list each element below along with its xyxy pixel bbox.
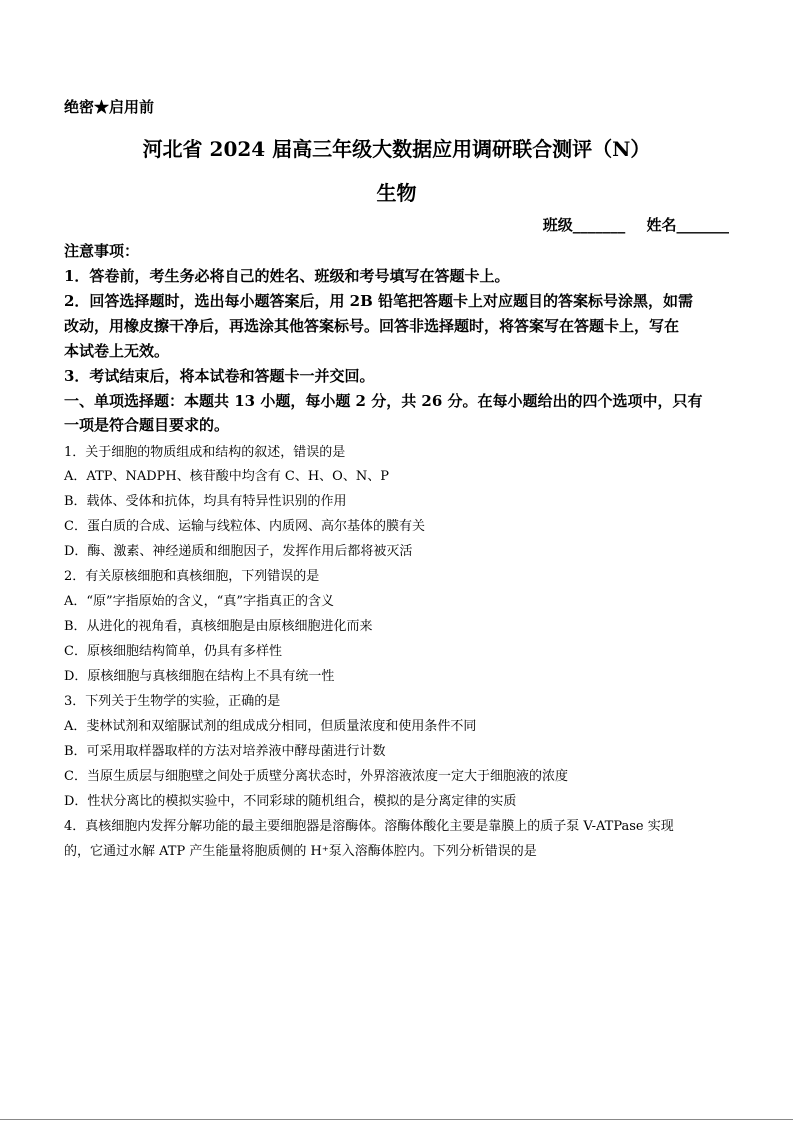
notice-item-1: 1．答卷前，考生务必将自己的姓名、班级和考号填写在答题卡上。 [64, 267, 510, 285]
bottom-divider [0, 1119, 793, 1120]
question-2-option-c: C．原核细胞结构简单，仍具有多样性 [64, 644, 282, 659]
question-3-stem: 3．下列关于生物学的实验，正确的是 [64, 694, 281, 709]
notice-item-2-line-3: 本试卷上无效。 [64, 342, 170, 360]
question-3-option-a: A．斐林试剂和双缩脲试剂的组成成分相同，但质量浓度和使用条件不同 [64, 719, 477, 734]
notice-item-2-line-2: 改动，用橡皮擦干净后，再选涂其他答案标号。回答非选择题时，将答案写在答题卡上，写在 [64, 317, 680, 335]
notice-item-2-line-1: 2．回答选择题时，选出每小题答案后，用 2B 铅笔把答题卡上对应题目的答案标号涂黑，如需 [64, 292, 694, 310]
question-1-option-b: B．载体、受体和抗体，均具有特异性识别的作用 [64, 494, 347, 509]
question-1-stem: 1．关于细胞的物质组成和结构的叙述，错误的是 [64, 445, 346, 460]
question-3-option-c: C．当原生质层与细胞壁之间处于质壁分离状态时，外界溶液浓度一定大于细胞液的浓度 [64, 769, 568, 784]
question-4-stem-line-1: 4．真核细胞内发挥分解功能的最主要细胞器是溶酶体。溶酶体酸化主要是靠膜上的质子泵 V-ATPase 实现 [64, 819, 674, 834]
question-3-option-b: B．可采用取样器取样的方法对培养液中酵母菌进行计数 [64, 744, 386, 759]
class-field: 班级_______ [542, 216, 626, 234]
question-2-stem: 2．有关原核细胞和真核细胞，下列错误的是 [64, 569, 320, 584]
question-2-option-a: A．“原”字指原始的含义，“真”字指真正的含义 [64, 594, 334, 609]
notice-item-3: 3．考试结束后，将本试卷和答题卡一并交回。 [64, 367, 375, 385]
secret-mark: 绝密★启用前 [64, 98, 155, 116]
question-1-option-d: D．酶、激素、神经递质和细胞因子，发挥作用后都将被灭活 [64, 544, 413, 559]
notice-heading: 注意事项： [64, 242, 140, 260]
question-3-option-d: D．性状分离比的模拟实验中，不同彩球的随机组合，模拟的是分离定律的实质 [64, 794, 517, 809]
question-1-option-c: C．蛋白质的合成、运输与线粒体、内质网、高尔基体的膜有关 [64, 519, 425, 534]
question-2-option-d: D．原核细胞与真核细胞在结构上不具有统一性 [64, 669, 335, 684]
class-name-fields [527, 214, 729, 235]
question-2-option-b: B．从进化的视角看，真核细胞是由原核细胞进化而来 [64, 619, 373, 634]
question-1-option-a: A．ATP、NADPH、核苷酸中均含有 C、H、O、N、P [64, 469, 389, 484]
name-field: 姓名_______ [646, 216, 729, 234]
subject-title: 生物 [376, 181, 417, 205]
question-4-stem-line-2: 的，它通过水解 ATP 产生能量将胞质侧的 H⁺泵入溶酶体腔内。下列分析错误的是 [64, 844, 537, 859]
section-1-heading-line-1: 一、单项选择题：本题共 13 小题，每小题 2 分，共 26 分。在每小题给出的四个选项中，只有 [64, 392, 703, 410]
section-1-heading-line-2: 一项是符合题目要求的。 [64, 416, 230, 434]
exam-title: 河北省 2024 届高三年级大数据应用调研联合测评（N） [142, 137, 651, 161]
